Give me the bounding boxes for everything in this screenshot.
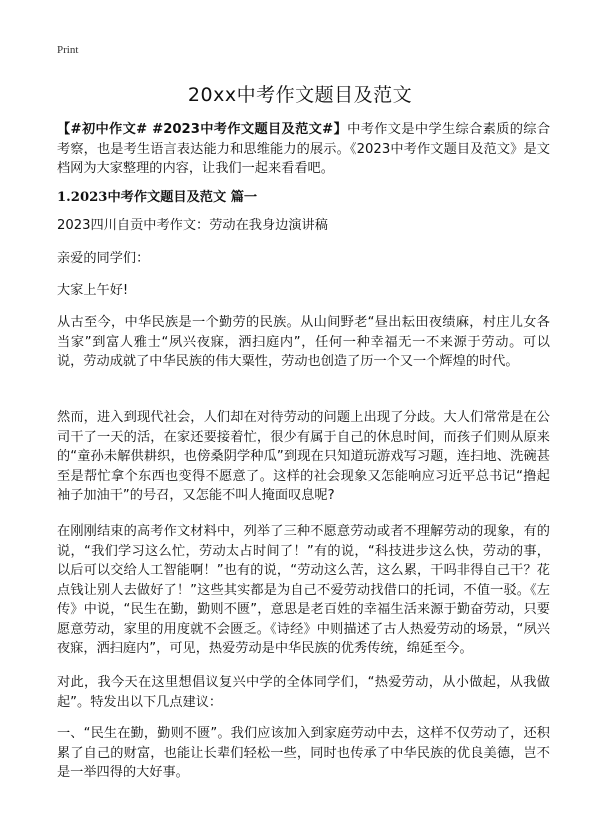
body-paragraph: 一、“民生在勤，勤则不匮”。我们应该加入到家庭劳动中去，这样不仅劳动了，还积累了自己的财富，也能让长辈们轻松一些，同时也传承了中华民族的优良美德，岂不是一举四得的大好事。 (57, 726, 550, 780)
body-paragraph: 然而，进入到现代社会，人们却在对待劳动的问题上出现了分歧。大人们常常是在公司干了一天的活，在家还要接着忙，很少有属于自己的休息时间，而孩子们则从原来的“童孙未解供耕织，也傍桑阴学种瓜”到现在只知道玩游戏写习题，连扫地、洗碗甚至是帮忙拿个东西也变得不愿意了。这样的社会现象又怎能响应习近平总书记“撸起袖子加油干”的号召，又怎能不叫人掩面叹息呢? (57, 410, 550, 503)
greeting: 大家上午好! (57, 283, 129, 298)
intro-text: 中考作文是中学生综合素质的综合考察，也是考生语言表达能力和思维能力的展示。《2023中考作文题目及范文》是文档网为大家整理的内容，让我们一起来看看吧。 (57, 122, 551, 176)
document-title: 20xx中考作文题目及范文 (187, 84, 413, 106)
print-label: Print (57, 44, 79, 56)
body-paragraph: 从古至今，中华民族是一个勤劳的民族。从山间野老“昼出耘田夜绩麻，村庄儿女各当家”到富人雅士“夙兴夜寐，洒扫庭内”，任何一种幸福无一不来源于劳动。可以说，劳动成就了中华民族的伟大粟性，劳动也创造了历一个又一个辉煌的时代。 (57, 315, 550, 369)
intro-paragraph (57, 120, 550, 179)
body-paragraph: 对此，我今天在这里想倡议复兴中学的全体同学们，“热爱劳动，从小做起，从我做起”。特发出以下几点建议： (57, 675, 550, 710)
intro-tag: 【#初中作文# #2023中考作文题目及范文#】 (57, 122, 348, 137)
salutation: 亲爱的同学们： (57, 251, 150, 266)
essay-subtitle: 2023四川自贡中考作文：劳动在我身边演讲稿 (57, 218, 328, 233)
section-heading: 1.2023中考作文题目及范文 篇一 (57, 190, 258, 205)
body-paragraph: 在刚刚结束的高考作文材料中，列举了三种不愿意劳动或者不理解劳动的现象，有的说，“我们学习这么忙，劳动太占时间了！”有的说，“科技进步这么快，劳动的事，以后可以交给人工智能啊！”也有的说，“劳动这么苦，这么累，干吗非得自己干？花点钱让别人去做好了！”这些其实都是为自己不爱劳动找借口的托词，不值一驳。《左传》中说，“民生在勤，勤则不匮”，意思是老百姓的幸福生活来源于勤奋劳动，只要愿意劳动，家里的用度就不会匮乏。《诗经》中则描述了古人热爱劳动的场景，“夙兴夜寐，洒扫庭内”，可见，热爱劳动是中华民族的优秀传统，绵延至今。 (57, 524, 550, 656)
